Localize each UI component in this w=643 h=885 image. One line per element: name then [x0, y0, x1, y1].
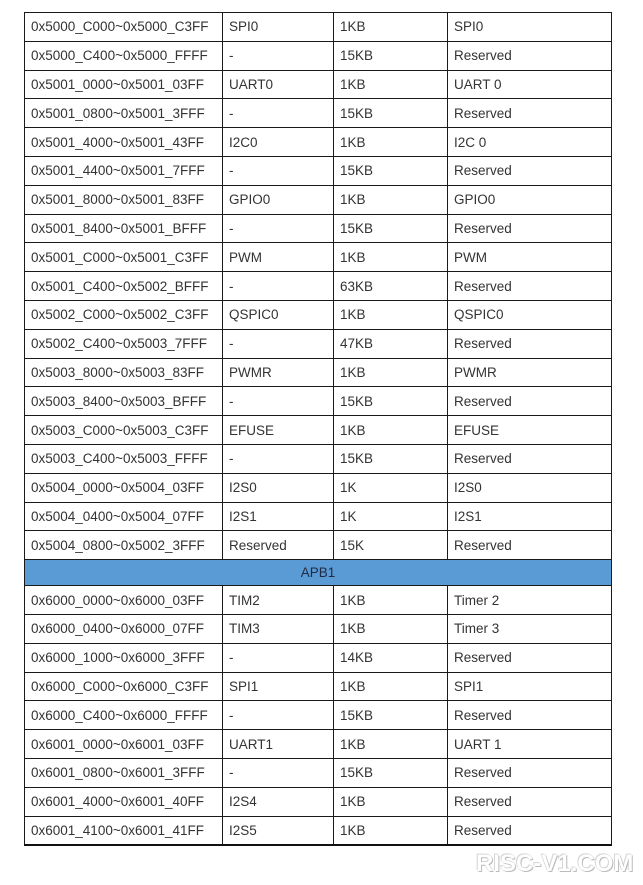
description-cell: PWM	[448, 243, 612, 272]
table-row	[25, 701, 612, 730]
description-cell: UART 0	[448, 70, 612, 99]
table-row	[25, 730, 612, 759]
table-row	[25, 99, 612, 128]
size-cell: 1KB	[334, 730, 448, 759]
peripheral-cell: I2S1	[223, 502, 334, 531]
peripheral-cell: UART0	[223, 70, 334, 99]
table-row	[25, 816, 612, 845]
address-cell: 0x5003_C400~0x5003_FFFF	[25, 444, 223, 473]
memory-map-document	[24, 12, 611, 846]
table-row	[25, 473, 612, 502]
table-row	[25, 41, 612, 70]
address-cell: 0x5001_8400~0x5001_BFFF	[25, 214, 223, 243]
peripheral-cell: QSPIC0	[223, 300, 334, 329]
address-cell: 0x5004_0800~0x5002_3FFF	[25, 531, 223, 560]
address-cell: 0x5001_C000~0x5001_C3FF	[25, 243, 223, 272]
memory-map-table	[24, 12, 612, 846]
table-row	[25, 643, 612, 672]
address-cell: 0x5000_C000~0x5000_C3FF	[25, 13, 223, 42]
address-cell: 0x5000_C400~0x5000_FFFF	[25, 41, 223, 70]
peripheral-cell: PWMR	[223, 358, 334, 387]
description-cell: QSPIC0	[448, 300, 612, 329]
address-cell: 0x6001_4000~0x6001_40FF	[25, 787, 223, 816]
size-cell: 1KB	[334, 614, 448, 643]
description-cell: Reserved	[448, 387, 612, 416]
peripheral-cell: -	[223, 387, 334, 416]
description-cell: I2S1	[448, 502, 612, 531]
peripheral-cell: I2S0	[223, 473, 334, 502]
address-cell: 0x5004_0400~0x5004_07FF	[25, 502, 223, 531]
peripheral-cell: -	[223, 214, 334, 243]
table-row	[25, 758, 612, 787]
peripheral-cell: SPI1	[223, 672, 334, 701]
size-cell: 1KB	[334, 300, 448, 329]
peripheral-cell: EFUSE	[223, 416, 334, 445]
address-cell: 0x6001_0000~0x6001_03FF	[25, 730, 223, 759]
address-cell: 0x5002_C000~0x5002_C3FF	[25, 300, 223, 329]
description-cell: Reserved	[448, 99, 612, 128]
size-cell: 15KB	[334, 214, 448, 243]
table-row	[25, 214, 612, 243]
address-cell: 0x5001_4000~0x5001_43FF	[25, 128, 223, 157]
size-cell: 1KB	[334, 185, 448, 214]
description-cell: Reserved	[448, 156, 612, 185]
table-row	[25, 586, 612, 615]
peripheral-cell: -	[223, 156, 334, 185]
section-header-row	[25, 560, 612, 586]
address-cell: 0x5001_4400~0x5001_7FFF	[25, 156, 223, 185]
peripheral-cell: -	[223, 758, 334, 787]
peripheral-cell: GPIO0	[223, 185, 334, 214]
description-cell: Reserved	[448, 531, 612, 560]
address-cell: 0x5002_C400~0x5003_7FFF	[25, 329, 223, 358]
description-cell: Reserved	[448, 329, 612, 358]
description-cell: EFUSE	[448, 416, 612, 445]
address-cell: 0x5003_8400~0x5003_BFFF	[25, 387, 223, 416]
peripheral-cell: -	[223, 99, 334, 128]
table-row	[25, 416, 612, 445]
peripheral-cell: -	[223, 643, 334, 672]
address-cell: 0x6001_0800~0x6001_3FFF	[25, 758, 223, 787]
size-cell: 15KB	[334, 701, 448, 730]
size-cell: 15KB	[334, 156, 448, 185]
description-cell: Timer 2	[448, 586, 612, 615]
address-cell: 0x5001_0000~0x5001_03FF	[25, 70, 223, 99]
table-row	[25, 502, 612, 531]
size-cell: 15KB	[334, 758, 448, 787]
table-row	[25, 787, 612, 816]
size-cell: 1KB	[334, 243, 448, 272]
peripheral-cell: TIM3	[223, 614, 334, 643]
address-cell: 0x5003_8000~0x5003_83FF	[25, 358, 223, 387]
table-row	[25, 387, 612, 416]
description-cell: Reserved	[448, 758, 612, 787]
peripheral-cell: PWM	[223, 243, 334, 272]
peripheral-cell: TIM2	[223, 586, 334, 615]
peripheral-cell: UART1	[223, 730, 334, 759]
table-row	[25, 358, 612, 387]
description-cell: Reserved	[448, 701, 612, 730]
size-cell: 63KB	[334, 272, 448, 301]
size-cell: 1KB	[334, 586, 448, 615]
address-cell: 0x6000_1000~0x6000_3FFF	[25, 643, 223, 672]
address-cell: 0x6000_0000~0x6000_03FF	[25, 586, 223, 615]
size-cell: 15KB	[334, 387, 448, 416]
table-row	[25, 300, 612, 329]
section-header-label: APB1	[25, 560, 612, 586]
size-cell: 1KB	[334, 816, 448, 845]
description-cell: Reserved	[448, 444, 612, 473]
table-row	[25, 243, 612, 272]
size-cell: 1K	[334, 502, 448, 531]
table-row	[25, 70, 612, 99]
size-cell: 47KB	[334, 329, 448, 358]
size-cell: 15KB	[334, 99, 448, 128]
table-row	[25, 156, 612, 185]
peripheral-cell: -	[223, 701, 334, 730]
size-cell: 1KB	[334, 13, 448, 42]
peripheral-cell: -	[223, 329, 334, 358]
description-cell: Reserved	[448, 787, 612, 816]
table-row	[25, 531, 612, 560]
peripheral-cell: SPI0	[223, 13, 334, 42]
size-cell: 15KB	[334, 444, 448, 473]
description-cell: I2C 0	[448, 128, 612, 157]
address-cell: 0x6000_0400~0x6000_07FF	[25, 614, 223, 643]
address-cell: 0x5001_C400~0x5002_BFFF	[25, 272, 223, 301]
size-cell: 1KB	[334, 70, 448, 99]
table-row	[25, 444, 612, 473]
table-row	[25, 13, 612, 42]
address-cell: 0x6000_C000~0x6000_C3FF	[25, 672, 223, 701]
table-row	[25, 672, 612, 701]
peripheral-cell: -	[223, 272, 334, 301]
peripheral-cell: -	[223, 444, 334, 473]
address-cell: 0x5004_0000~0x5004_03FF	[25, 473, 223, 502]
size-cell: 1KB	[334, 416, 448, 445]
peripheral-cell: Reserved	[223, 531, 334, 560]
size-cell: 15K	[334, 531, 448, 560]
table-row	[25, 272, 612, 301]
memory-map-table-body	[25, 13, 612, 845]
description-cell: GPIO0	[448, 185, 612, 214]
table-row	[25, 614, 612, 643]
description-cell: UART 1	[448, 730, 612, 759]
address-cell: 0x5001_0800~0x5001_3FFF	[25, 99, 223, 128]
peripheral-cell: I2C0	[223, 128, 334, 157]
description-cell: SPI1	[448, 672, 612, 701]
size-cell: 15KB	[334, 41, 448, 70]
description-cell: I2S0	[448, 473, 612, 502]
peripheral-cell: -	[223, 41, 334, 70]
size-cell: 1KB	[334, 787, 448, 816]
description-cell: SPI0	[448, 13, 612, 42]
address-cell: 0x6001_4100~0x6001_41FF	[25, 816, 223, 845]
address-cell: 0x5001_8000~0x5001_83FF	[25, 185, 223, 214]
table-row	[25, 128, 612, 157]
size-cell: 1KB	[334, 672, 448, 701]
description-cell: Reserved	[448, 643, 612, 672]
table-row	[25, 185, 612, 214]
description-cell: PWMR	[448, 358, 612, 387]
peripheral-cell: I2S4	[223, 787, 334, 816]
size-cell: 1KB	[334, 358, 448, 387]
description-cell: Reserved	[448, 214, 612, 243]
peripheral-cell: I2S5	[223, 816, 334, 845]
size-cell: 1KB	[334, 128, 448, 157]
address-cell: 0x6000_C400~0x6000_FFFF	[25, 701, 223, 730]
address-cell: 0x5003_C000~0x5003_C3FF	[25, 416, 223, 445]
description-cell: Timer 3	[448, 614, 612, 643]
size-cell: 14KB	[334, 643, 448, 672]
description-cell: Reserved	[448, 816, 612, 845]
description-cell: Reserved	[448, 272, 612, 301]
description-cell: Reserved	[448, 41, 612, 70]
table-row	[25, 329, 612, 358]
size-cell: 1K	[334, 473, 448, 502]
watermark: RISC-V1.COM	[476, 850, 634, 877]
